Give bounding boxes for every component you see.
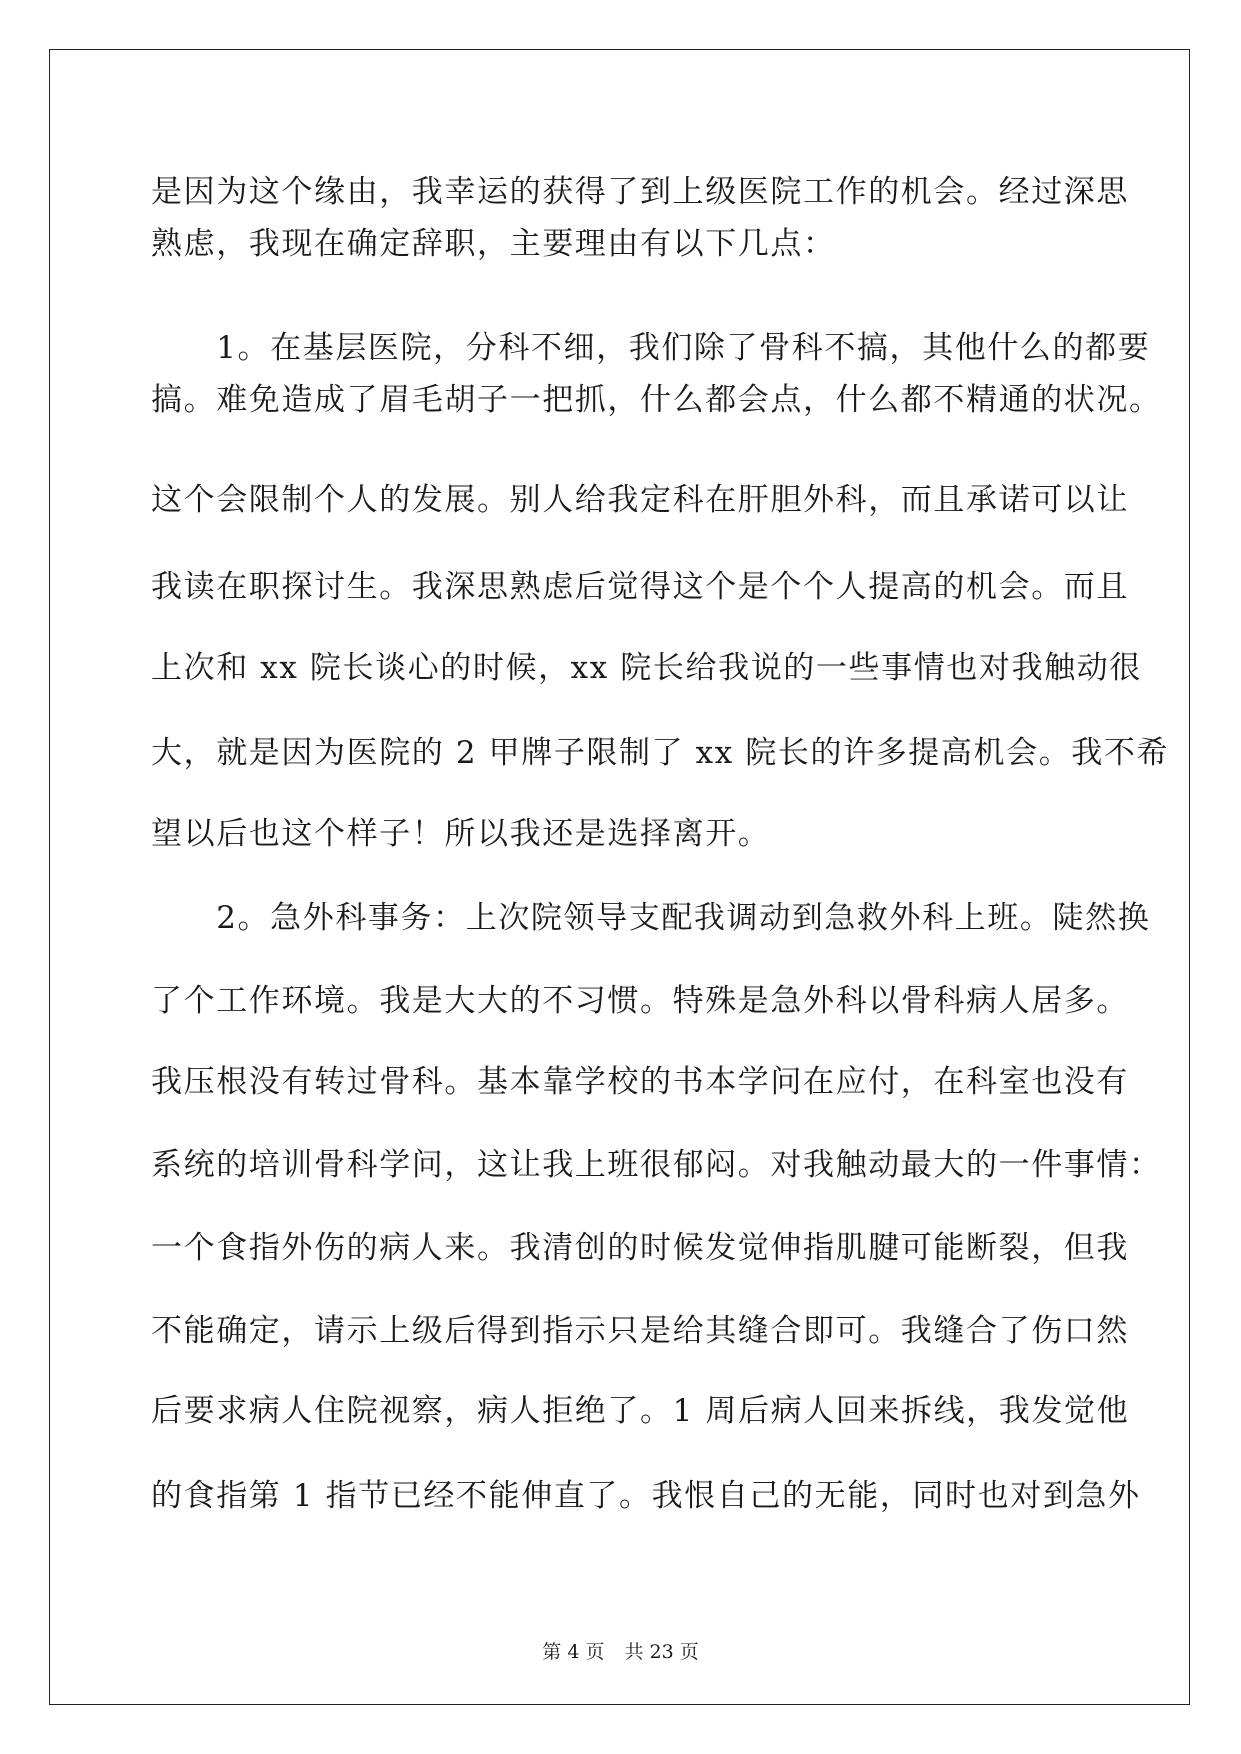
- page-total: 共 23 页: [624, 1641, 699, 1663]
- text-line-2: 熟虑，我现在确定辞职，主要理由有以下几点：: [151, 226, 836, 262]
- text-line-17: 的食指第 1 指节已经不能伸直了。我恨自己的无能，同时也对到急外: [151, 1478, 1141, 1514]
- text-line-14: 一个食指外伤的病人来。我清创的时候发觉伸指肌腱可能断裂，但我: [151, 1230, 1129, 1266]
- text-line-9: 望以后也这个样子！所以我还是选择离开。: [151, 816, 771, 852]
- text-line-10: 2。急外科事务：上次院领导支配我调动到急救外科上班。陡然换: [151, 900, 1151, 936]
- text-line-7: 上次和 xx 院长谈心的时候，xx 院长给我说的一些事情也对我触动很: [151, 650, 1142, 686]
- text-line-12: 我压根没有转过骨科。基本靠学校的书本学问在应付，在科室也没有: [151, 1064, 1129, 1100]
- text-line-15: 不能确定，请示上级后得到指示只是给其缝合即可。我缝合了伤口然: [151, 1313, 1129, 1349]
- text-line-16: 后要求病人住院视察，病人拒绝了。1 周后病人回来拆线，我发觉他: [151, 1393, 1130, 1429]
- text-line-11: 了个工作环境。我是大大的不习惯。特殊是急外科以骨科病人居多。: [151, 983, 1129, 1019]
- text-line-1: 是因为这个缘由，我幸运的获得了到上级医院工作的机会。经过深思: [151, 174, 1129, 210]
- page-number: 第 4 页: [542, 1641, 605, 1663]
- text-line-4: 搞。难免造成了眉毛胡子一把抓，什么都会点，什么都不精通的状况。: [151, 382, 1162, 418]
- page-footer: [0, 1640, 1241, 1664]
- text-line-3: 1。在基层医院，分科不细，我们除了骨科不搞，其他什么的都要: [151, 330, 1151, 366]
- page-border: [49, 49, 1190, 1705]
- text-line-5: 这个会限制个人的发展。别人给我定科在肝胆外科，而且承诺可以让: [151, 482, 1129, 518]
- text-line-8: 大，就是因为医院的 2 甲牌子限制了 xx 院长的许多提高机会。我不希: [151, 735, 1170, 771]
- text-line-6: 我读在职探讨生。我深思熟虑后觉得这个是个个人提高的机会。而且: [151, 569, 1129, 605]
- text-line-13: 系统的培训骨科学问，这让我上班很郁闷。对我触动最大的一件事情：: [151, 1147, 1162, 1183]
